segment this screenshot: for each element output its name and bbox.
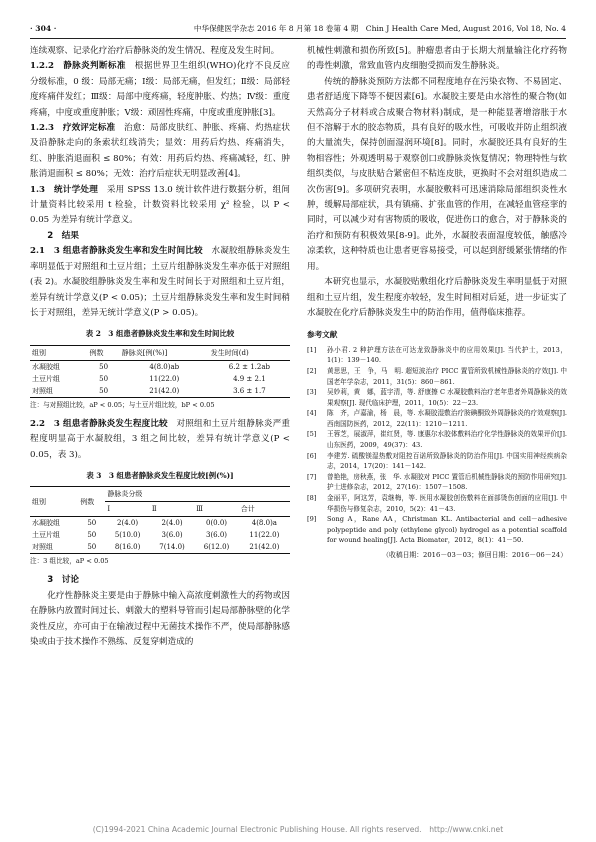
section-title: 疗效评定标准 xyxy=(62,123,116,134)
table-row xyxy=(30,517,290,530)
table-header-cell: Ⅰ xyxy=(105,502,149,517)
table-cell: 50 xyxy=(99,374,109,383)
table-cell: 11(22.0) xyxy=(149,374,180,383)
discussion-paragraph: 化疗性静脉炎主要是由于静脉中输入高浓度刺激性大的药物或因在静脉内放置时间过长、刺激大的塑料导管而引起局部静脉壁的化学炎性反应，亦可由于在输液过程中无菌技术操作不严，使局部静脉感染或由于技术操作不熟练、反复穿刺造成的 xyxy=(30,590,290,647)
table-row xyxy=(30,373,290,385)
reference-text: 李建芳. 硫酸镁湿热敷对阻控百诺所致静脉炎的防治作用[J]. 中国实用神经疾病杂志，2014，17(20)：141－142. xyxy=(327,451,567,471)
table-header-cell: 合计 xyxy=(239,502,290,517)
table-cell: 11(22.0) xyxy=(249,531,280,540)
reference-text: 吴妙莉，黄 娜，蓝宇清，等. 舒康擦 C 水凝胶敷料治疗老年患者外周静脉炎的效果观察[J]. 现代临床护理，2011，10(5)：22－23. xyxy=(327,388,567,407)
table-cell: 2(4.0) xyxy=(117,519,139,528)
copyright-footer: (C)1994-2021 China Academic Journal Electronic Publishing House. All rights reserved. http://www.cnki.net xyxy=(92,825,504,834)
table-cell: 6.2 ± 1.2ab xyxy=(228,362,270,371)
table-cell: 2(4.0) xyxy=(161,519,183,528)
table-cell: 4(8.0)ab xyxy=(149,362,180,371)
reference-number: [2] xyxy=(307,366,317,375)
section-body: 对照组和土豆片组静脉炎严重程度明显高于水凝胶组，3 组之间比较，差异有统计学意义(P < 0.05，表 3)。 xyxy=(30,418,290,460)
received-dates: （收稿日期：2016－03－03；修回日期：2016－06－24） xyxy=(382,551,567,559)
references-heading: 参考文献 xyxy=(307,330,338,340)
table-2-caption: 表 2 3 组患者静脉炎发生率和发生时间比较 xyxy=(85,329,235,339)
table-cell: 7(14.0) xyxy=(159,543,185,552)
reference-text: Song A，Rane AA，Christman KL. Antibacterial and cell－adhesive polypeptide and poly (ethylene glycol) hydrogel as a potential scaffold for wound healing[J]. Acta Biomater，2012，8(1)：41－50. xyxy=(327,515,567,545)
reference-item xyxy=(307,345,567,366)
table-2-note: 注：与对照组比较，aP < 0.05；与土豆片组比较，bP < 0.05 xyxy=(30,400,215,409)
reference-item xyxy=(307,366,567,387)
table-cell: 6(12.0) xyxy=(203,543,230,552)
reference-number: [1] xyxy=(307,345,317,354)
discussion-paragraph: 传统的静脉炎预防方法都不同程度地存在污染衣物、不易固定、患者舒适度下降等不便因素[6]。水凝胶主要是由水溶性的聚合物(如天然高分子材料或合成聚合物材料)制成，是一种能显著增溶胀于水但不溶解于水的胶态物质，具有良好的吸水性，可吸收并防止组织液的大量流失，保持创面湿润环境[8]。同时，水凝胶还具有良好的生物相容性；外观透明易于观察创口或静脉炎恢复情况；物理特性与软组织类似，与皮肤贴合紧密但不粘连皮肤，更换时不会对组织造成二次伤害[9]。多项研究表明，水凝胶敷料可迅速消除局部组织炎性水肿，缓解局部症状，具有镇痛、扩张血管的作用，在减轻血管痉挛的同时，可以减少对有害物质的吸收，促进伤口的愈合，对于静脉炎的治疗和预防有积极效果[8-9]。此外，水凝胶表面湿度较低，触感冷凉柔软，这种特质也让患者更容易接受，可以起到舒缓紧张情绪的作用。 xyxy=(307,76,567,272)
section-2-1 xyxy=(30,244,290,321)
table-row xyxy=(30,529,290,541)
section-1-2-2 xyxy=(30,59,290,121)
table-row xyxy=(30,360,290,373)
table-cell: 水凝胶组 xyxy=(32,362,60,371)
section-2-2 xyxy=(30,417,290,463)
table-header-cell: 静脉炎[例(%)] xyxy=(120,345,209,360)
table-header-cell: Ⅱ xyxy=(150,502,194,517)
table-2 xyxy=(30,345,290,398)
table-cell: 50 xyxy=(99,362,109,371)
discussion-continued: 机械性刺激和损伤所致[5]。肿瘤患者由于长期大剂量输注化疗药物的毒性刺激，常致血管内皮细胞受损而发生静脉炎。 xyxy=(307,46,567,72)
reference-text: 陈 齐，卢嘉渝，杨 晨，等. 水凝胶湿敷治疗胺碘酮致外周静脉炎的疗效观察[J]. 西南国防医药，2012，22(11)：1210－1211. xyxy=(327,409,567,428)
conclusion-paragraph: 本研究也显示，水凝胶贴敷组化疗后静脉炎发生率明显低于对照组和土豆片组，发生程度亦较轻，发生时间相对后延，进一步证实了水凝胶在化疗后静脉炎发生中的防治作用，值得临床推荐。 xyxy=(307,277,567,318)
table-header-cell: 组别 xyxy=(30,345,87,360)
reference-number: [8] xyxy=(307,494,317,503)
table-cell: 土豆片组 xyxy=(32,374,60,383)
section-number: 1.2.2 xyxy=(30,61,54,72)
section-body: 水凝胶组静脉炎发生率明显低于对照组和土豆片组；土豆片组静脉炎发生率亦低于对照组(表 2)。水凝胶组静脉炎发生率和发生时间长于对照组和土豆片组，差异有统计学意义(P < 0.05)；土豆片组静脉炎发生率和发生时间稍长于对照组，差异无统计学意义(P > 0.05)。 xyxy=(30,246,290,318)
page-number: · 304 · xyxy=(30,23,57,33)
header-rule xyxy=(30,38,566,39)
reference-text: 曾艳艳，房秋燕，张 华. 水凝胶对 PICC 置管后机械性静脉炎的预防作用研究[J]. 护士进修杂志，2012，27(16)：1507－1508. xyxy=(327,472,567,492)
section-number: 1.2.3 xyxy=(30,123,54,134)
left-column xyxy=(30,44,290,650)
section-body: 根据世界卫生组织(WHO)化疗不良反应分级标准，0 级：局部无痛；Ⅰ级：局部无痛，但发红；Ⅱ级：局部轻度疼痛伴发红；Ⅲ级：局部中度疼痛，轻度肿胀、灼热；Ⅳ级：重度疼痛，中度或重度肿胀；Ⅴ级：顽固性疼痛，中度或重度肿胀[3]。 xyxy=(30,61,290,118)
section-title: 统计学处理 xyxy=(53,184,99,195)
table-cell: 50 xyxy=(87,531,97,540)
section-title: 静脉炎判断标准 xyxy=(63,61,126,72)
reference-number: [4] xyxy=(307,409,317,418)
reference-list xyxy=(307,345,567,546)
section-1-3 xyxy=(30,183,290,229)
running-header xyxy=(30,20,566,36)
table-row xyxy=(30,541,290,554)
section-2-heading: 2 结果 xyxy=(47,230,79,241)
reference-item xyxy=(307,429,567,450)
table-3-note: 注：3 组比较，aP < 0.05 xyxy=(30,557,109,566)
journal-citation: 中华保健医学杂志 2016 年 8 月第 18 卷第 4 期 Chin J Health Care Med, August 2016, Vol 18, No. 4 xyxy=(193,23,566,33)
table-header-cell: 例数 xyxy=(78,487,105,517)
table-row xyxy=(30,385,290,398)
intro-paragraph: 连续观察、记录化疗治疗后静脉炎的发生情况、程度及发生时间。 xyxy=(30,46,280,56)
section-1-2-3 xyxy=(30,121,290,183)
table-cell: 3(6.0) xyxy=(205,531,228,540)
table-3-caption: 表 3 3 组患者静脉炎发生程度比较[例(%)] xyxy=(86,470,234,480)
reference-item xyxy=(307,408,567,429)
reference-text: 黄思思，王 争，马 明. 超短波治疗 PICC 置管所致机械性静脉炎的疗效[J]. 中国老年学杂志，2011，31(5)：860－861. xyxy=(327,366,567,386)
table-cell: 50 xyxy=(87,519,97,528)
table-header-cell: 组别 xyxy=(30,487,78,517)
reference-item xyxy=(307,451,567,472)
section-title: 3 组患者静脉炎发生率和发生时间比较 xyxy=(53,246,203,257)
section-title: 3 组患者静脉炎发生程度比较 xyxy=(53,418,168,429)
table-header-cell: Ⅲ xyxy=(194,502,238,517)
section-number: 1.3 xyxy=(30,184,45,195)
table-cell: 4.9 ± 2.1 xyxy=(233,374,266,383)
reference-item xyxy=(307,387,567,408)
section-number: 2.2 xyxy=(30,418,45,429)
reference-text: 王蓉芝，展淑萍，崔红贤，等. 康惠尔水胶体敷料治疗化学性静脉炎的效果评价[J]. 山东医药，2009，49(37)：43. xyxy=(327,430,567,450)
table-cell: 50 xyxy=(87,543,97,552)
table-cell: 对照组 xyxy=(32,543,53,552)
table-cell: 水凝胶组 xyxy=(32,519,60,528)
section-body: 治愈：局部皮肤红、肿胀、疼痛、灼热症状及沿静脉走向的条索状红线消失；显效：用药后灼热、疼痛消失，红、肿胀消退面积 ≤ 80%；有效：用药后灼热、疼痛减轻，红、肿胀消退面积 ≤ 80%；无效：治疗后症状无明显改善[4]。 xyxy=(30,123,290,180)
reference-number: [3] xyxy=(307,388,317,397)
table-header-cell: 例数 xyxy=(87,345,119,360)
table-cell: 3(6.0) xyxy=(161,531,183,540)
reference-item xyxy=(307,472,567,493)
table-cell: 4(8.0)a xyxy=(251,519,277,528)
reference-text: 金丽平，阿这芳，袁继梅，等. 医用水凝胶创伤敷料在面部烫伤创面的应用[J]. 中华损伤与修复杂志，2010，5(2)：41－43. xyxy=(327,494,567,513)
table-header-cell: 发生时间(d) xyxy=(209,345,290,360)
reference-item xyxy=(307,514,567,546)
reference-number: [7] xyxy=(307,472,317,481)
reference-number: [6] xyxy=(307,451,317,460)
reference-text: 孙小君. 2 种护理方法在可达龙致静脉炎中的应用效果[J]. 当代护士，2013，1(1)：139－140. xyxy=(327,345,567,365)
table-cell: 50 xyxy=(99,386,109,395)
table-cell: 3.6 ± 1.7 xyxy=(233,386,266,395)
table-cell: 21(42.0) xyxy=(249,543,280,552)
table-3 xyxy=(30,486,290,554)
table-cell: 对照组 xyxy=(32,386,53,395)
table-cell: 21(42.0) xyxy=(149,386,180,395)
table-cell: 0(0.0) xyxy=(205,519,228,528)
table-cell: 土豆片组 xyxy=(32,531,60,540)
reference-number: [9] xyxy=(307,515,317,524)
right-column xyxy=(307,44,567,563)
table-cell: 5(10.0) xyxy=(114,531,141,540)
section-body: 采用 SPSS 13.0 统计软件进行数据分析，组间计量资料比较采用 t 检验，计数资料比较采用 χ² 检验，以 P < 0.05 为差异有统计学意义。 xyxy=(30,184,290,226)
section-number: 2.1 xyxy=(30,246,45,257)
reference-number: [5] xyxy=(307,430,317,439)
reference-item xyxy=(307,493,567,514)
table-group-header: 静脉炎分级 xyxy=(105,487,290,502)
table-cell: 8(16.0) xyxy=(114,543,141,552)
section-3-heading: 3 讨论 xyxy=(47,575,79,586)
